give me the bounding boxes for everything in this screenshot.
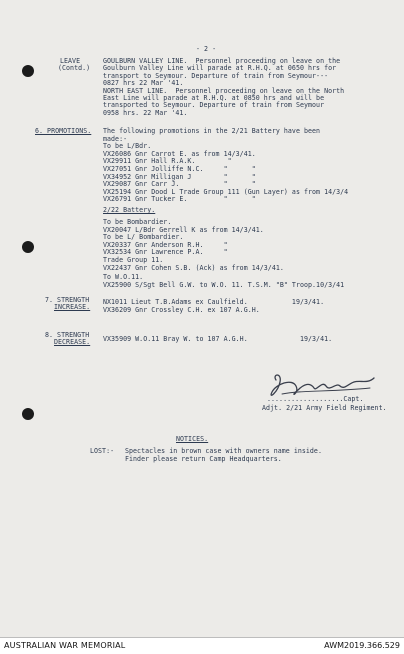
punch-hole: [22, 65, 34, 77]
lost-line: Finder please return Camp Headquarters.: [125, 454, 282, 463]
strength-decrease-heading: 8. STRENGTH: [45, 331, 90, 339]
leave-contd: (Contd.): [58, 64, 91, 72]
promo-line: VX22437 Gnr Cohen S.B. (Ack) as from 14/3/41.: [103, 263, 284, 272]
promo-line: To W.O.11.: [103, 273, 144, 282]
promo-line: To be L/Bdr.: [103, 142, 152, 151]
promo-line: made:-: [103, 134, 128, 143]
promo-line: VX20337 Gnr Anderson R.H. ": [103, 240, 228, 249]
strength-decrease-heading: DECREASE.: [54, 338, 91, 347]
promo-line: VX29911 Gnr Hall R.A.K. ": [103, 157, 232, 166]
strength-increase-line: VX36209 Gnr Crossley C.H. ex 107 A.G.H.: [103, 305, 260, 314]
promo-line: VX29087 Gnr Carr J. " ": [103, 180, 256, 189]
leave-line: Goulburn Valley Line will parade at R.H.Q. at 0650 hrs for: [103, 64, 337, 73]
strength-increase-line: NX1011 Lieut T.B.Adams ex Caulfield. 19/3/41.: [103, 298, 325, 306]
promotions-heading: 6. PROMOTIONS.: [35, 127, 92, 135]
promo-line: Trade Group 11.: [103, 256, 164, 264]
strength-decrease-line: VX35909 W.O.11 Bray W. to 107 A.G.H. 19/3/41.: [103, 335, 333, 343]
lost-line: Spectacles in brown case with owners name inside.: [125, 447, 322, 455]
footer-bar: [0, 637, 404, 654]
promo-line: VX25900 S/Sgt Bell G.W. to W.O. 11. T.S.M. "B" Troop.10/3/41: [103, 280, 345, 289]
footer-id: AWM2019.366.529: [324, 641, 400, 650]
promo-line: VX20047 L/Bdr Gerrell K as from 14/3/41.: [103, 225, 264, 234]
promo-line: VX26086 Gnr Carrot E. as from 14/3/41.: [103, 149, 256, 158]
strength-increase-heading: 7. STRENGTH: [45, 296, 90, 304]
leave-line: GOULBURN VALLEY LINE. Personnel proceeding on leave on the: [103, 57, 341, 65]
punch-hole: [22, 408, 34, 420]
signature-title: Adjt. 2/21 Army Field Regiment.: [262, 404, 387, 412]
punch-hole: [22, 241, 34, 253]
promo-line: VX27051 Gnr Jolliffe N.C. " ": [103, 165, 256, 173]
promo-line: To be Bombardier.: [103, 218, 172, 226]
notices-heading: NOTICES.: [176, 435, 209, 443]
promo-line: VX32534 Gnr Lawrence P.A. ": [103, 248, 228, 257]
leave-line: East Line will parade at R.H.Q. at 0850 hrs and will be: [103, 94, 325, 102]
footer-source: AUSTRALIAN WAR MEMORIAL: [4, 641, 126, 650]
promo-line: VX34952 Gnr Milligan J " ": [103, 172, 256, 181]
leave-line: 0827 hrs 22 Mar '41.: [103, 79, 184, 88]
leave-line: transport to Seymour. Departure of train from Seymour---: [103, 71, 329, 80]
promo-line: To be L/ Bombardier.: [103, 233, 184, 242]
leave-line: NORTH EAST LINE. Personnel proceeding on leave on the North: [103, 86, 345, 95]
promo-line: VX26791 Gnr Tucker E. " ": [103, 195, 256, 204]
leave-line: 0958 hrs. 22 Mar '41.: [103, 108, 188, 117]
leave-label: LEAVE: [60, 57, 81, 65]
page-number: - 2 -: [196, 45, 217, 53]
signature-line: ...................Capt.: [267, 395, 364, 403]
leave-line: transported to Seymour. Departure of train from Seymour: [103, 101, 325, 110]
promo-line: The following promotions in the 2/21 Battery have been: [103, 127, 321, 135]
strength-increase-heading: INCREASE.: [54, 303, 91, 312]
promo-line: VX25194 Gnr Dood L Trade Group 111 (Gun Layer) as from 14/3/4: [103, 187, 349, 196]
promo-line: 2/22 Battery.: [103, 206, 156, 214]
lost-label: LOST:-: [90, 447, 115, 455]
